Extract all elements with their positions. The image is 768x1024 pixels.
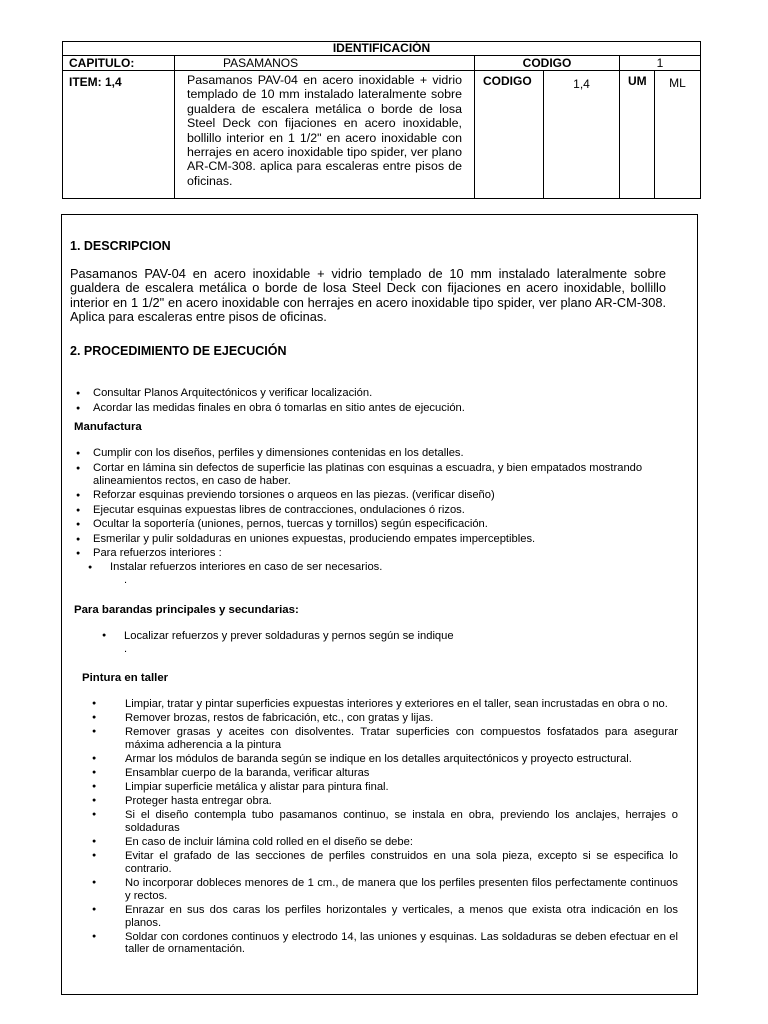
barandas-list	[94, 630, 684, 644]
list-item: ● Cumplir con los diseños, perfiles y dimensiones contenidas en los detalles.	[71, 447, 681, 460]
capitulo-label: CAPITULO:	[63, 56, 175, 71]
specification-body	[61, 214, 698, 995]
list-item: ● Armar los módulos de baranda según se indique en los detalles arquitectónicos y proyecto estructural.	[84, 753, 678, 766]
list-item: ● Localizar refuerzos y prever soldaduras y pernos según se indique	[94, 630, 684, 643]
list-item: ● Para refuerzos interiores :	[71, 547, 681, 560]
codigo-label: CODIGO	[475, 56, 620, 71]
barandas-title: Para barandas principales y secundarias:	[74, 604, 299, 616]
list-item: ● Limpiar, tratar y pintar superficies expuestas interiores y exteriores en el taller, sean incrustadas en obra o no.	[84, 698, 678, 711]
um-label: UM	[620, 71, 655, 199]
list-item: ● Esmerilar y pulir soldaduras en uniones expuestas, produciendo empates imperceptibles.	[71, 533, 681, 546]
list-item: ● Evitar el grafado de las secciones de perfiles construidos en una sola pieza, excepto si se especifica lo contrario.	[84, 850, 678, 875]
list-item: ● Ensamblar cuerpo de la baranda, verificar alturas	[84, 767, 678, 780]
list-item: ● Remover grasas y aceites con disolventes. Tratar superficies con compuestos fosfatados para asegurar máxima adherencia a la pintura	[84, 726, 678, 751]
pintura-title: Pintura en taller	[82, 672, 169, 684]
pintura-list	[84, 698, 678, 957]
procedimiento-title: 2. PROCEDIMIENTO DE EJECUCIÓN	[70, 344, 287, 358]
list-item: ● Reforzar esquinas previendo torsiones o arqueos en las piezas. (verificar diseño)	[71, 489, 681, 502]
list-item: ● No incorporar dobleces menores de 1 cm., de manera que los perfiles presenten filos perfectamente continuos y rectos.	[84, 877, 678, 902]
manufactura-list	[71, 447, 681, 562]
list-item: ● Ocultar la soportería (uniones, pernos, tuercas y tornillos) según especificación.	[71, 518, 681, 531]
descripcion-text: Pasamanos PAV-04 en acero inoxidable + vidrio templado de 10 mm instalado lateralmente sobre gualdera de escalera metálica o borde de losa Steel Deck con fijaciones en acero inoxidable, bollillo interior en 1 1/2" en acero inoxidable con herrajes en acero inoxidable tipo spider, ver plano AR-CM-308. Aplica para escaleras entre pisos de oficinas.	[70, 266, 666, 325]
intro-list	[71, 387, 671, 416]
list-item: ● Soldar con cordones continuos y electrodo 14, las uniones y esquinas. Las soldaduras se deben efectuar en el taller de ornamentación.	[84, 931, 678, 956]
item-label: ITEM: 1,4	[63, 71, 175, 199]
list-dot: .	[124, 643, 128, 655]
list-item: ● Proteger hasta entregar obra.	[84, 795, 678, 808]
um-value: ML	[655, 71, 701, 199]
list-item: ● Remover brozas, restos de fabricación, etc., con gratas y lijas.	[84, 712, 678, 725]
descripcion-title: 1. DESCRIPCION	[70, 239, 171, 253]
identificacion-header: IDENTIFICACIÓN	[63, 42, 701, 56]
item-description: Pasamanos PAV-04 en acero inoxidable + vidrio templado de 10 mm instalado lateralmente sobre gualdera de escalera metálica o borde de losa Steel Deck con fijaciones en acero inoxidable, bollillo interior en 1 1/2" en acero inoxidable con herrajes en acero inoxidable tipo spider, ver plano AR-CM-308. aplica para escaleras entre pisos de oficinas.	[175, 71, 475, 199]
list-item: ● Instalar refuerzos interiores en caso de ser necesarios.	[80, 561, 640, 574]
manufactura-title: Manufactura	[74, 421, 142, 433]
capitulo-value: PASAMANOS	[175, 56, 475, 71]
list-item: ● Consultar Planos Arquitectónicos y verificar localización.	[71, 387, 671, 400]
list-item: ● Enrazar en sus dos caras los perfiles horizontales y verticales, a menos que exista otra indicación en los planos.	[84, 904, 678, 929]
refuerzos-list	[80, 561, 640, 576]
list-item: ● En caso de incluir lámina cold rolled en el diseño se debe:	[84, 836, 678, 849]
list-item: ● Acordar las medidas finales en obra ó tomarlas en sitio antes de ejecución.	[71, 402, 671, 415]
list-item: ● Si el diseño contempla tubo pasamanos continuo, se instala en obra, previendo los anclajes, herrajes o soldaduras	[84, 809, 678, 834]
codigo-value: 1	[620, 56, 701, 71]
item-codigo-value: 1,4	[544, 71, 620, 199]
list-item: ● Cortar en lámina sin defectos de superficie las platinas con esquinas a escuadra, y bien empatados mostrando alineamientos rectos, en caso de haber.	[71, 462, 681, 488]
list-item: ● Limpiar superficie metálica y alistar para pintura final.	[84, 781, 678, 794]
list-item: ● Ejecutar esquinas expuestas libres de contracciones, ondulaciones ó rizos.	[71, 504, 681, 517]
identification-table	[62, 41, 701, 199]
list-dot: .	[124, 574, 128, 586]
item-codigo-label: CODIGO	[475, 71, 544, 199]
